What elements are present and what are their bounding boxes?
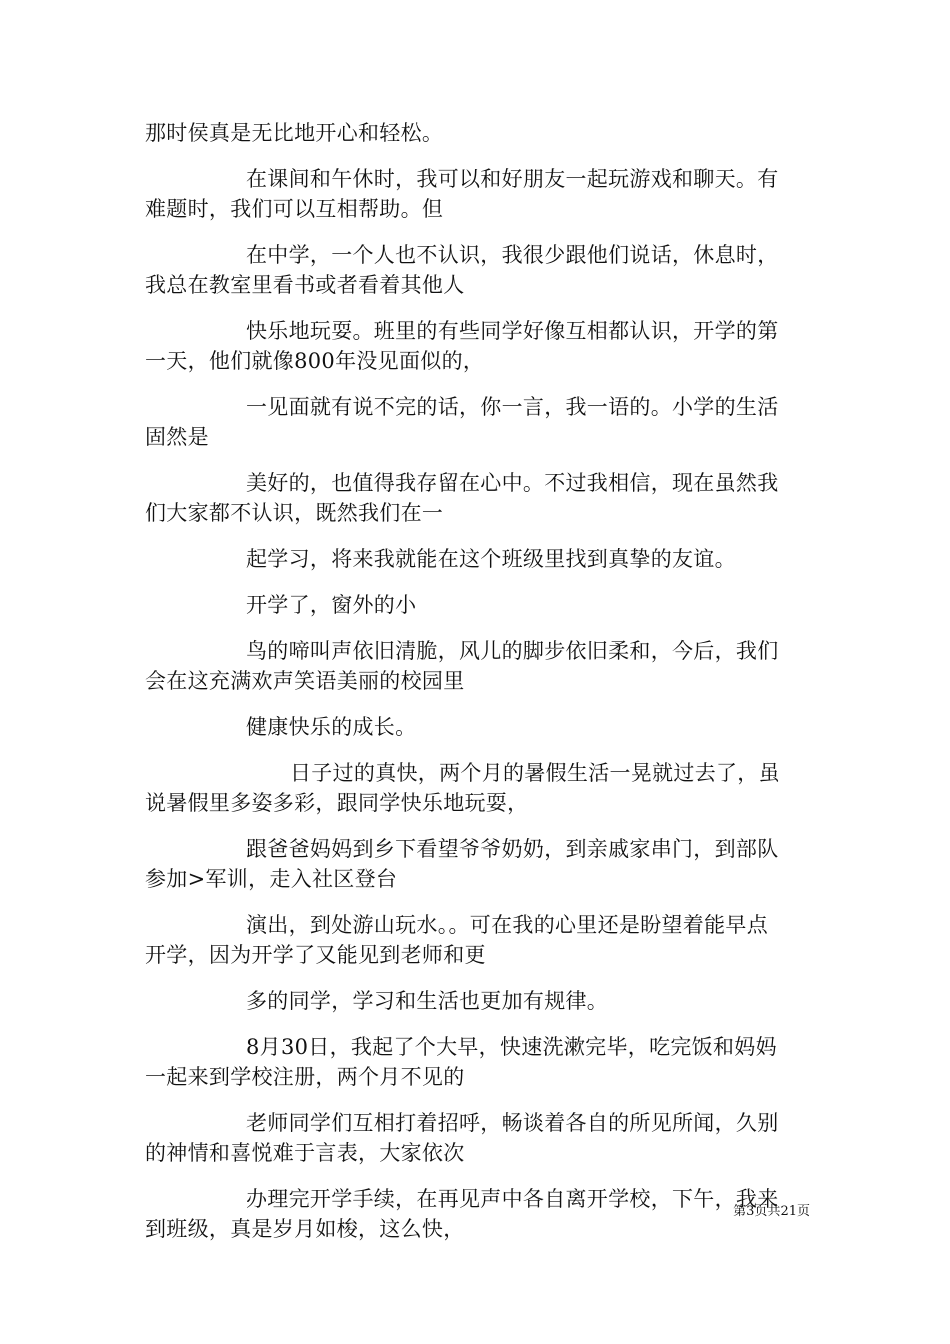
document-body — [145, 118, 810, 1244]
text-line: 一见面就有说不完的话，你一言，我一语的。小学的生活 — [246, 395, 779, 419]
text-line: 开学了，窗外的小 — [246, 593, 417, 617]
text-line: 一天，他们就像800年没见面似的， — [145, 349, 485, 373]
text-line: 多的同学，学习和生活也更加有规律。 — [246, 989, 609, 1013]
text-line: 在课间和午休时，我可以和好朋友一起玩游戏和聊天。有 — [246, 167, 779, 191]
text-line: 在中学，一个人也不认识，我很少跟他们说话，休息时， — [246, 243, 779, 267]
text-line: 说暑假里多姿多彩，跟同学快乐地玩耍， — [145, 791, 529, 815]
text-line: 日子过的真快，两个月的暑假生活一晃就过去了，虽 — [290, 761, 780, 785]
text-line: 参加>军训，走入社区登台 — [145, 867, 398, 891]
text-line: 一起来到学校注册，两个月不见的 — [145, 1065, 465, 1089]
text-line: 老师同学们互相打着招呼，畅谈着各自的所见所闻，久别 — [246, 1111, 779, 1135]
text-line: 办理完开学手续，在再见声中各自离开学校，下午，我来 — [246, 1187, 779, 1211]
text-line: 健康快乐的成长。 — [246, 715, 417, 739]
text-line: 演出，到处游山玩水。。可在我的心里还是盼望着能早点 — [246, 913, 768, 937]
text-line: 那时侯真是无比地开心和轻松。 — [145, 121, 444, 145]
text-line: 8月30日，我起了个大早，快速洗漱完毕，吃完饭和妈妈 — [246, 1035, 777, 1059]
text-line: 起学习，将来我就能在这个班级里找到真挚的友谊。 — [246, 547, 736, 571]
text-line: 开学，因为开学了又能见到老师和更 — [145, 943, 486, 967]
text-line: 固然是 — [145, 425, 209, 449]
text-line: 我总在教室里看书或者看着其他人 — [145, 273, 465, 297]
page-number-footer: 第3页共21页 — [733, 1204, 810, 1219]
text-line: 到班级，真是岁月如梭，这么快， — [145, 1217, 465, 1241]
text-line: 快乐地玩耍。班里的有些同学好像互相都认识，开学的第 — [246, 319, 779, 343]
text-line: 跟爸爸妈妈到乡下看望爷爷奶奶，到亲戚家串门，到部队 — [246, 837, 779, 861]
text-line: 们大家都不认识，既然我们在一 — [145, 501, 444, 525]
text-line: 的神情和喜悦难于言表，大家依次 — [145, 1141, 465, 1165]
text-line: 难题时，我们可以互相帮助。但 — [145, 197, 444, 221]
text-line: 美好的，也值得我存留在心中。不过我相信，现在虽然我 — [246, 471, 779, 495]
text-line: 鸟的啼叫声依旧清脆，风儿的脚步依旧柔和，今后，我们 — [246, 639, 779, 663]
text-line: 会在这充满欢声笑语美丽的校园里 — [145, 669, 465, 693]
